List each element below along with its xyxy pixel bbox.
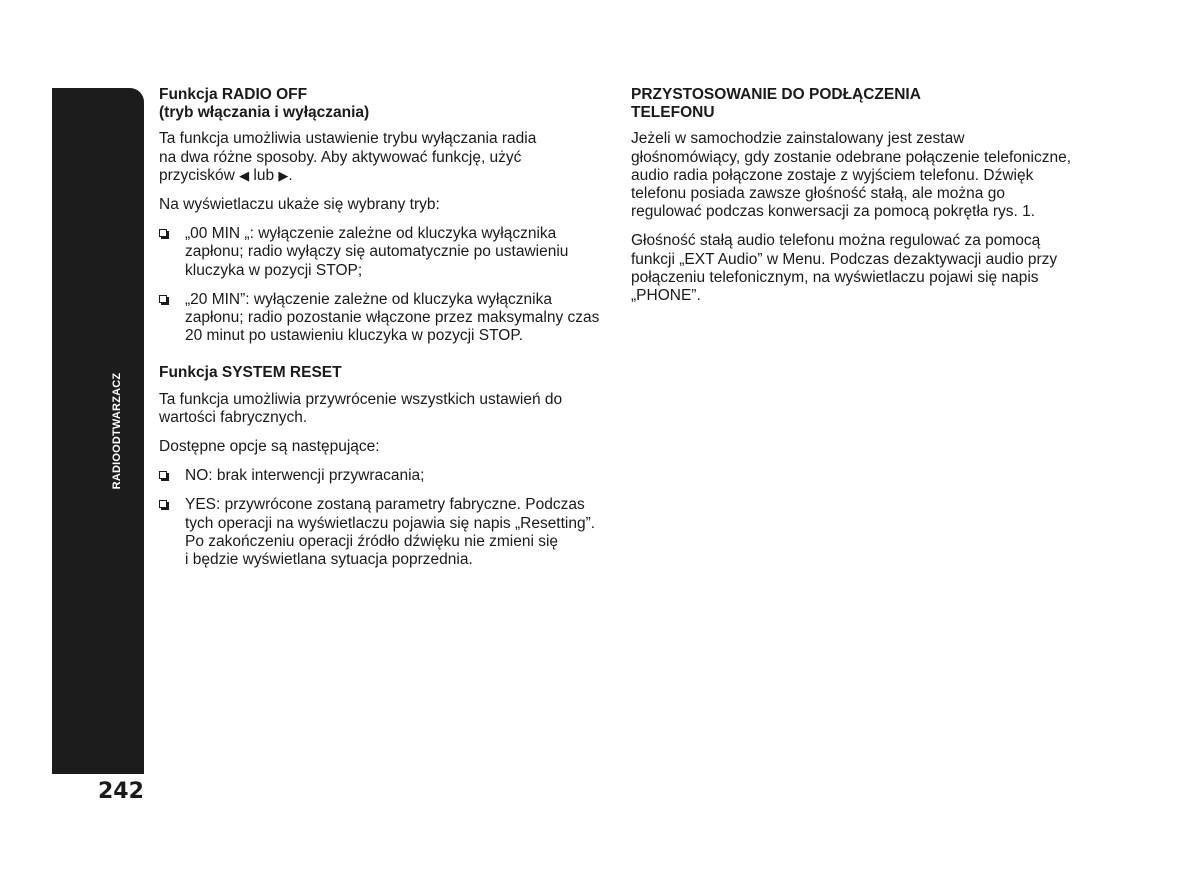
text-line: zapłonu; radio pozostanie włączone przez maksymalny czas [185,309,600,327]
list-item [159,291,611,346]
text-fragment: przycisków [159,166,240,184]
phone-heading [631,86,1081,122]
right-column [631,86,1081,316]
options-text: Dostępne opcje są następujące: [159,438,380,456]
text-line: telefonu posiada zawsze głośność stałą, ale można go [631,185,1005,203]
list-item [159,225,611,280]
text-line: NO: brak interwencji przywracania; [185,467,425,485]
text-line: Głośność stałą audio telefonu można regulować za pomocą [631,232,1041,250]
list-item [159,467,611,485]
text-line: głośnomówiący, gdy zostanie odebrane połączenie telefoniczne, [631,148,1072,166]
text-line: i będzie wyświetlana sytuacja poprzednia. [185,551,473,569]
phone-paragraph [631,232,1081,305]
text-line: tych operacji na wyświetlaczu pojawia się napis „Resetting”. [185,514,596,532]
text-line: YES: przywrócone zostaną parametry fabryczne. Podczas [185,496,585,514]
phone-paragraph [631,130,1081,221]
arrow-left-icon: ◀ [239,167,250,183]
section-label: RADIOODTWARZACZ [111,372,123,490]
text-line: Po zakończeniu operacji źródło dźwięku nie zmieni się [185,532,559,550]
display-text: Na wyświetlaczu ukaże się wybrany tryb: [159,196,440,214]
heading-line: TELEFONU [631,104,715,122]
system-reset-intro [159,391,611,427]
heading-line: (tryb włączania i wyłączania) [159,104,370,122]
text-line: „00 MIN „: wyłączenie zależne od kluczyka wyłącznika [185,225,557,243]
text-line: Ta funkcja umożliwia ustawienie trybu wyłączania radia [159,130,537,148]
radio-off-intro [159,130,611,185]
text-line: audio radia połączone zostaje z wyjściem telefonu. Dźwięk [631,166,1034,184]
heading-line: Funkcja RADIO OFF [159,86,308,103]
text-fragment: lub [249,166,279,184]
checkbox-bullet-icon [159,471,167,479]
text-line [159,167,611,185]
list-item [159,496,611,569]
arrow-right-icon: ▶ [278,167,289,183]
text-line: regulować podczas konwersacji za pomocą pokrętła rys. 1. [631,203,1036,221]
left-column [159,86,611,580]
system-reset-heading: Funkcja SYSTEM RESET [159,364,342,382]
text-line: zapłonu; radio wyłączy się automatycznie po ustawieniu [185,243,569,261]
text-line: na dwa różne sposoby. Aby aktywować funkcję, użyć [159,148,522,166]
heading-line: PRZYSTOSOWANIE DO PODŁĄCZENIA [631,86,921,103]
checkbox-bullet-icon [159,500,167,508]
checkbox-bullet-icon [159,229,167,237]
text-line: „20 MIN”: wyłączenie zależne od kluczyka wyłącznika [185,290,552,308]
text-line: „PHONE”. [631,287,701,305]
text-fragment: . [288,166,293,184]
page-number: 242 [98,779,144,804]
text-line: połączeniu telefonicznym, na wyświetlaczu pojawi się napis [631,268,1039,286]
radio-off-heading [159,86,611,122]
text-line: Jeżeli w samochodzie zainstalowany jest zestaw [631,130,965,148]
checkbox-bullet-icon [159,295,167,303]
text-line: Ta funkcja umożliwia przywrócenie wszystkich ustawień do [159,390,563,408]
text-line: 20 minut po ustawieniu kluczyka w pozycji STOP. [185,327,524,345]
text-line: funkcji „EXT Audio” w Menu. Podczas dezaktywacji audio przy [631,250,1058,268]
side-tab [52,88,144,774]
text-line: wartości fabrycznych. [159,408,308,426]
text-line: kluczyka w pozycji STOP; [185,261,363,279]
